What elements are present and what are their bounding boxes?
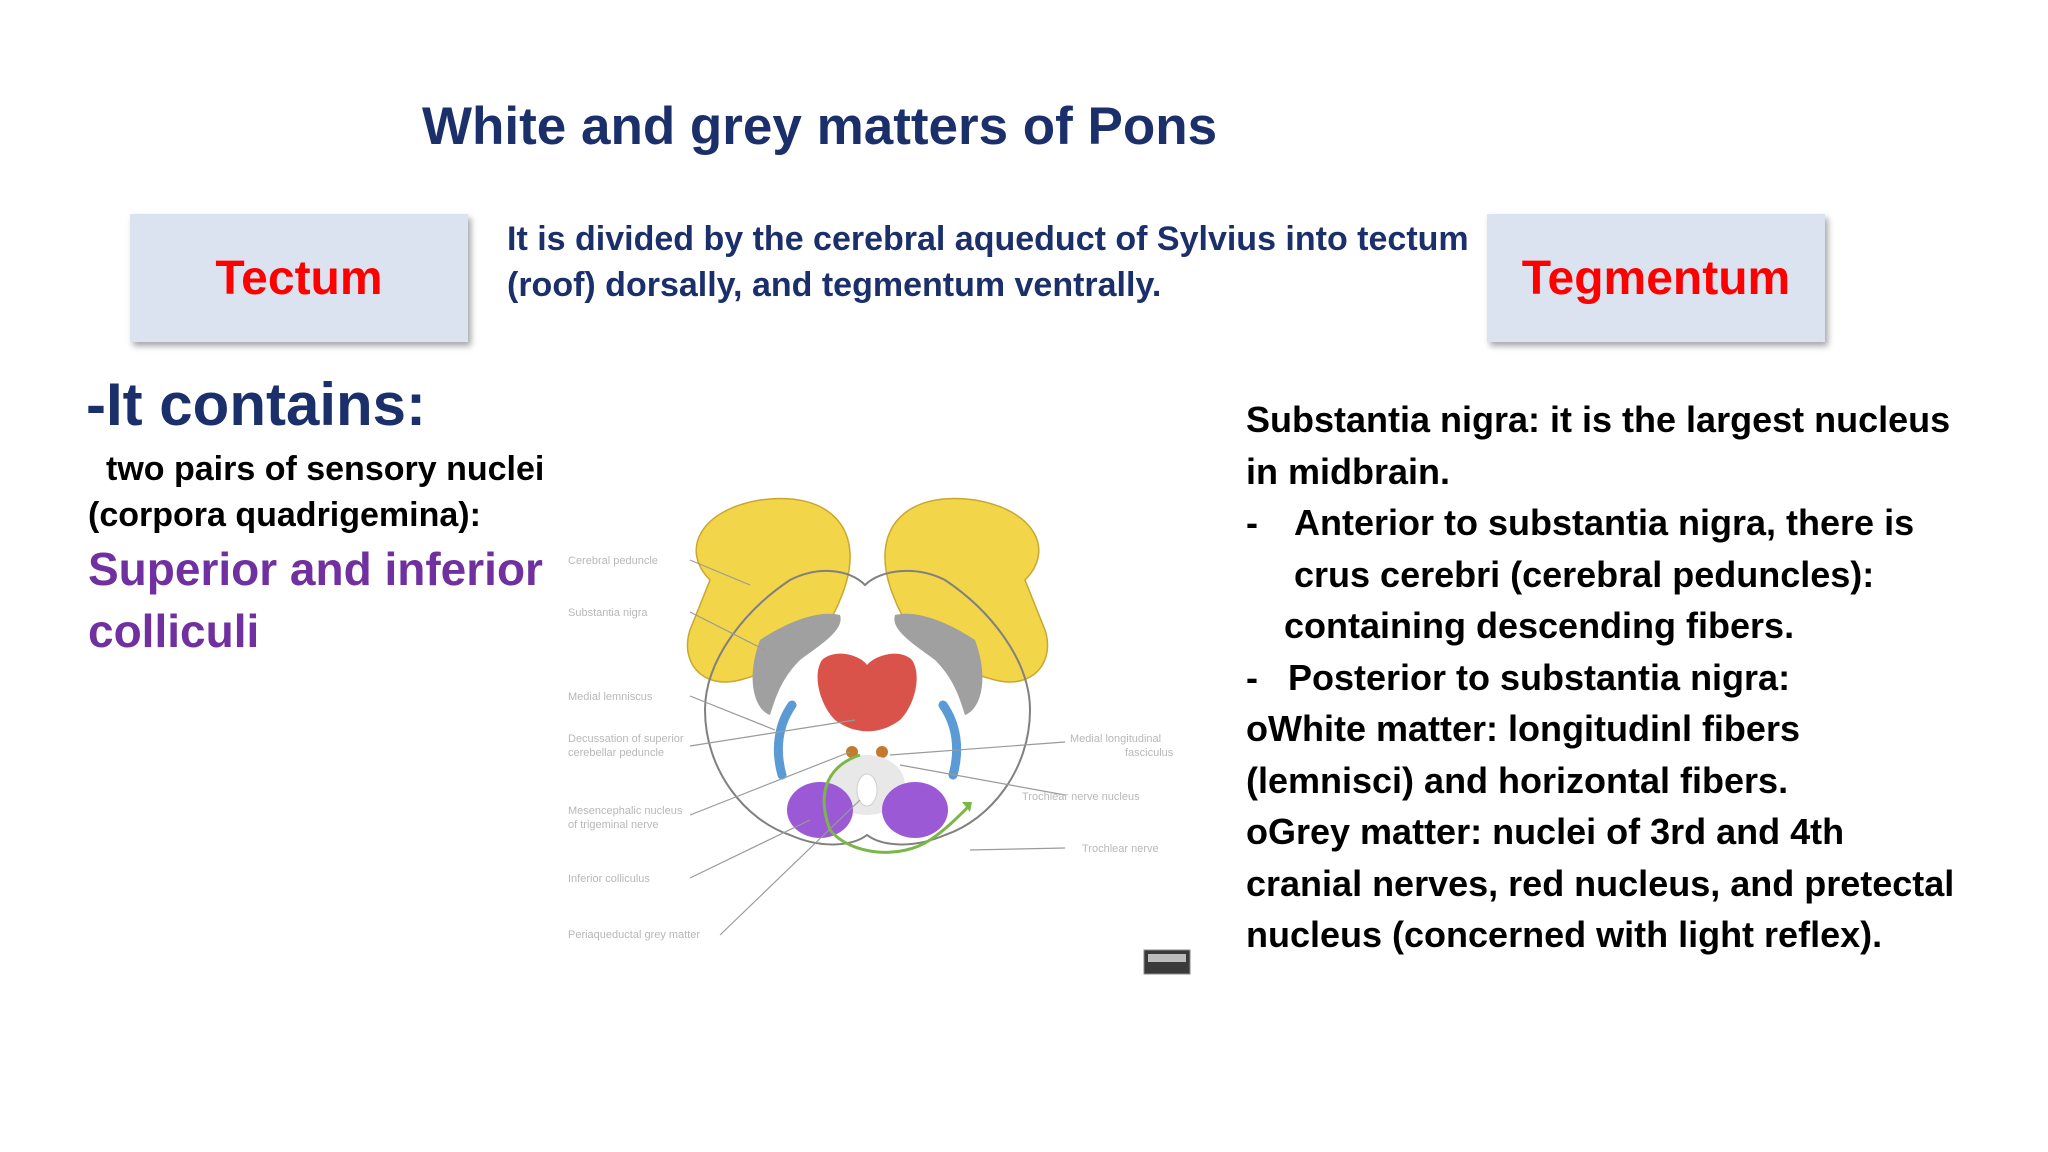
intro-text: It is divided by the cerebral aqueduct of Sylvius into tectum (roof) dorsally, and tegmentum ventrally. bbox=[507, 220, 1469, 304]
dash-2: - bbox=[1246, 656, 1258, 698]
inferior-colliculus-left bbox=[787, 782, 853, 838]
tegmentum-label: Tegmentum bbox=[1521, 251, 1791, 305]
colliculi-text: Superior and inferior colliculi bbox=[88, 543, 543, 657]
right-line-5: containing descending fibers. bbox=[1284, 605, 1795, 646]
red-nucleus bbox=[818, 654, 917, 732]
label-inferior-colliculus: Inferior colliculus bbox=[568, 873, 650, 885]
label-mlf-1: Medial longitudinal bbox=[1070, 733, 1162, 745]
tectum-label: Tectum bbox=[215, 251, 383, 305]
cerebral-aqueduct bbox=[857, 774, 877, 806]
right-line-4: crus cerebri (cerebral peduncles): bbox=[1294, 553, 1875, 595]
slide-title: White and grey matters of Pons bbox=[422, 97, 1218, 156]
right-line-1: Substantia nigra: it is the largest nucleus bbox=[1246, 399, 1951, 440]
right-bullet-1 bbox=[1246, 497, 2026, 549]
trochlear-nucleus-right bbox=[876, 746, 888, 758]
medial-lemniscus-right bbox=[943, 705, 957, 775]
right-line-9: oGrey matter: nuclei of 3rd and 4th bbox=[1246, 811, 1845, 852]
label-medial-lemniscus: Medial lemniscus bbox=[568, 691, 653, 703]
contains-line-2: (corpora quadrigemina): bbox=[88, 496, 481, 534]
right-line-6: Posterior to substantia nigra: bbox=[1288, 656, 1791, 698]
tegmentum-box bbox=[1487, 214, 1825, 342]
label-cerebral-peduncle: Cerebral peduncle bbox=[568, 555, 658, 567]
contains-heading: -It contains: bbox=[86, 371, 426, 438]
right-line-3: Anterior to substantia nigra, there is bbox=[1294, 502, 1915, 543]
label-trochlear-nucleus: Trochlear nerve nucleus bbox=[1022, 791, 1140, 803]
right-bullet-2 bbox=[1246, 652, 2026, 704]
right-line-7: oWhite matter: longitudinl fibers bbox=[1246, 708, 1800, 749]
right-line-11: nucleus (concerned with light reflex). bbox=[1246, 914, 1883, 955]
medial-lemniscus-left bbox=[778, 705, 792, 775]
midbrain-diagram bbox=[560, 490, 1196, 990]
label-periaqueductal: Periaqueductal grey matter bbox=[568, 929, 701, 941]
tectum-box bbox=[130, 214, 468, 342]
label-mesencephalic-1: Mesencephalic nucleus bbox=[568, 805, 683, 817]
contains-line-1: two pairs of sensory nuclei bbox=[106, 450, 545, 488]
right-line-8: (lemnisci) and horizontal fibers. bbox=[1246, 759, 1789, 801]
right-line-2: in midbrain. bbox=[1246, 450, 1451, 492]
label-trochlear-nerve: Trochlear nerve bbox=[1082, 843, 1159, 855]
dash-1: - bbox=[1246, 502, 1258, 543]
inferior-colliculus-right bbox=[882, 782, 948, 838]
tegmentum-text bbox=[1246, 394, 2026, 961]
label-decussation-2: cerebellar peduncle bbox=[568, 747, 665, 759]
right-line-10: cranial nerves, red nucleus, and pretectal bbox=[1246, 862, 1955, 904]
label-mesencephalic-2: of trigeminal nerve bbox=[568, 819, 659, 831]
label-decussation-1: Decussation of superior bbox=[568, 733, 684, 745]
label-mlf-2: fasciculus bbox=[1125, 747, 1174, 759]
contains-body bbox=[88, 446, 558, 538]
label-substantia-nigra: Substantia nigra bbox=[568, 607, 648, 619]
